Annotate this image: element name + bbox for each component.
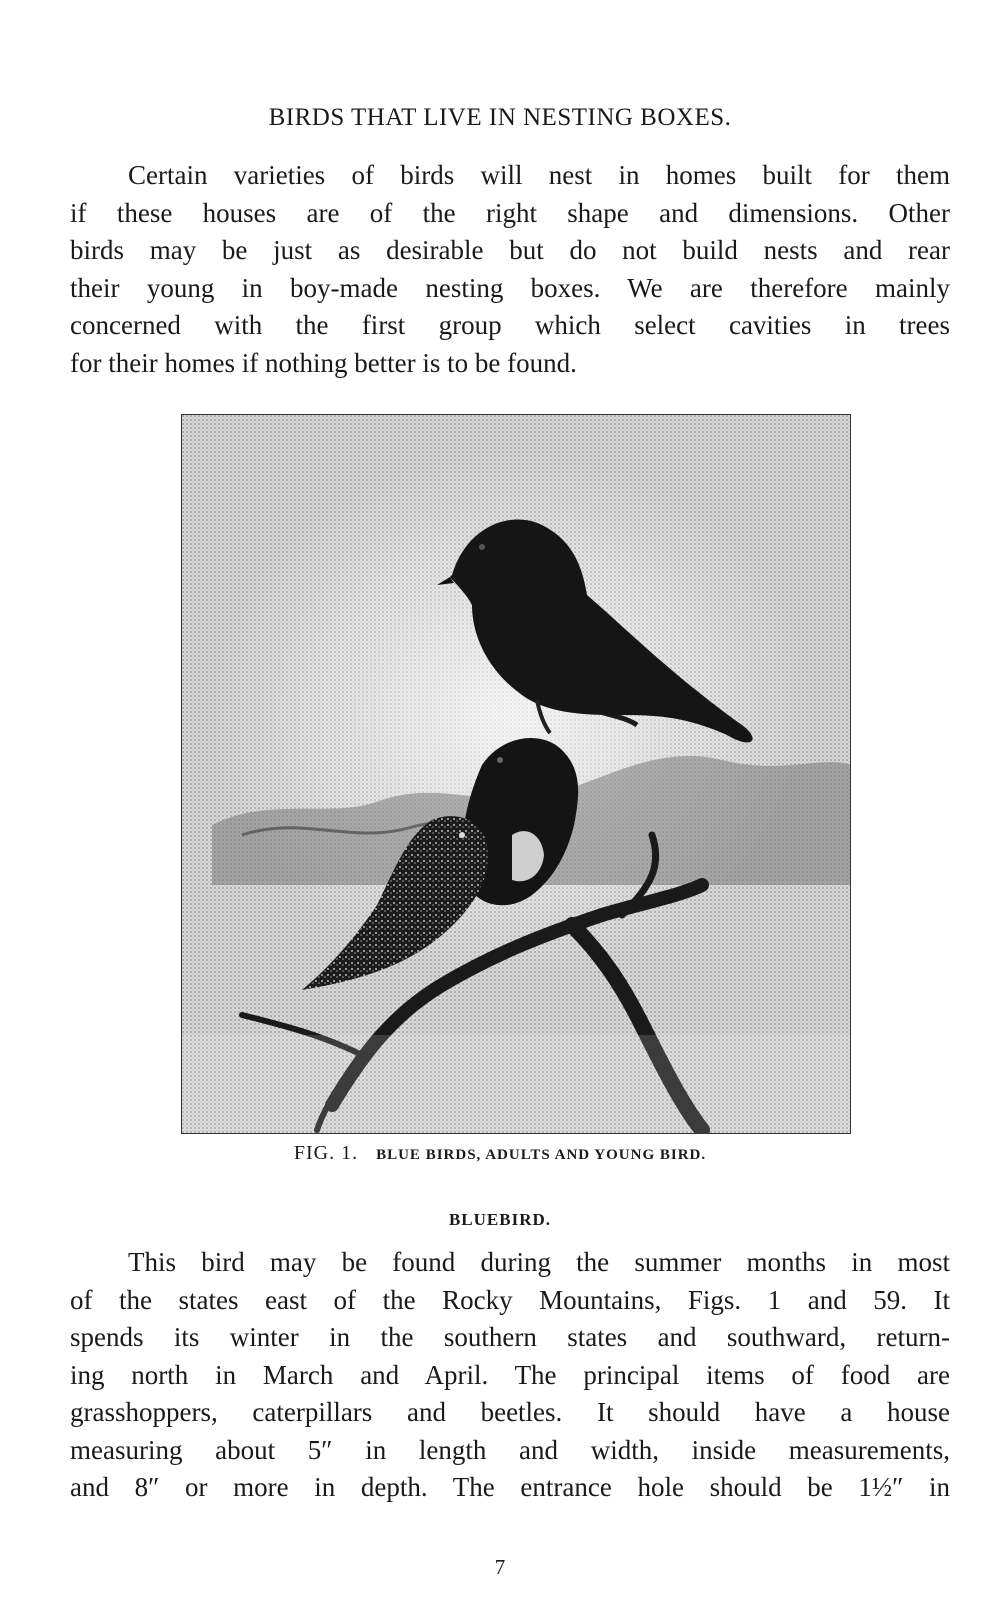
paragraph-line: ing north in March and April. The principal items of food are [70, 1359, 950, 1390]
paragraph-line: measuring about 5″ in length and width, inside measurements, [70, 1434, 950, 1465]
paragraph-line: and 8″ or more in depth. The entrance hole should be 1½″ in [70, 1472, 950, 1502]
paragraph-line: of the states east of the Rocky Mountains, Figs. 1 and 59. It [70, 1284, 950, 1315]
paragraph-line: if these houses are of the right shape and dimensions. Other [70, 197, 950, 228]
figure-number: FIG. 1. [293, 1142, 359, 1164]
paragraph-line: their young in boy-made nesting boxes. We are therefore mainly [70, 272, 950, 303]
intro-paragraph [70, 157, 950, 382]
page-number: 7 [494, 1555, 506, 1579]
paragraph-line: spends its winter in the southern states and southward, return- [70, 1322, 950, 1352]
paragraph-line: concerned with the first group which select cavities in trees [70, 310, 950, 340]
paragraph-line: birds may be just as desirable but do not build nests and rear [70, 235, 950, 265]
figure-caption [0, 1142, 1000, 1165]
section-title: BLUEBIRD. [448, 1210, 552, 1229]
paragraph-line: This bird may be found during the summer months in most [128, 1247, 950, 1277]
paragraph-line: grasshoppers, caterpillars and beetles. It should have a house [70, 1397, 950, 1427]
paragraph-line: for their homes if nothing better is to be found. [70, 347, 577, 378]
figure-caption-text: BLUE BIRDS, ADULTS AND YOUNG BIRD. [376, 1147, 707, 1163]
page-heading: BIRDS THAT LIVE IN NESTING BOXES. [268, 104, 732, 131]
bluebird-figure-image [181, 414, 851, 1134]
paragraph-line: Certain varieties of birds will nest in homes built for them [128, 160, 950, 190]
bluebird-paragraph [70, 1244, 950, 1507]
